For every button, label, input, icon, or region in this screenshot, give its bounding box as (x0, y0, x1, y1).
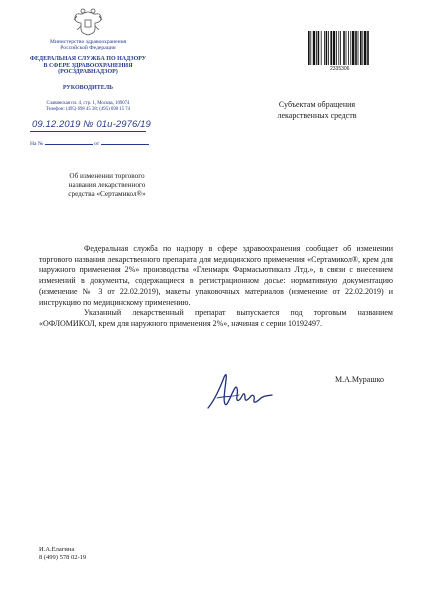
barcode-bar (364, 31, 366, 65)
barcode-bar (328, 31, 329, 65)
address-line: Славянская пл. 4, стр. 1, Москва, 109074 (46, 101, 130, 106)
letter-body (39, 244, 393, 330)
signature-image (205, 368, 275, 416)
letter-subject (62, 172, 152, 200)
barcode-bar (338, 31, 339, 65)
barcode-bar (348, 31, 349, 65)
barcode-bar (367, 31, 369, 65)
barcode-bar (360, 31, 362, 65)
executor-phone: 8 (499) 578 02-19 (39, 554, 87, 562)
barcode-bar (326, 31, 328, 65)
agency-line: ФЕДЕРАЛЬНАЯ СЛУЖБА ПО НАДЗОРУ (29, 56, 147, 62)
barcode-bar (362, 31, 363, 65)
phone-line: Телефон: (495) 698 45 38; (495) 698 15 74 (45, 107, 131, 112)
reference-date-label: от (94, 141, 100, 147)
recipient-line: лекарственных средств (277, 110, 357, 120)
barcode-bar (333, 31, 335, 65)
agency-name (26, 56, 150, 76)
recipient-line: Субъектам обращения (278, 100, 356, 109)
barcode-bar (318, 31, 320, 65)
body-paragraph: Указанный лекарственный препарат выпускается под торговым названием «ОФЛОМИКОЛ, крем для наружного применения 2%», начиная с серии 10192497. (39, 308, 393, 328)
agency-line: В СФЕРЕ ЗДРАВООХРАНЕНИЯ (43, 62, 133, 69)
barcode-bar (308, 31, 310, 65)
barcode-bar (316, 31, 317, 65)
barcode-bar (313, 31, 315, 65)
barcode-bar (336, 31, 337, 65)
reference-number-blank (45, 139, 93, 145)
head-label: РУКОВОДИТЕЛЬ (62, 85, 114, 91)
subject-line: Об изменении торгового (69, 172, 145, 180)
barcode-bar (355, 31, 357, 65)
ministry-line: Министерство здравоохранения (49, 39, 127, 45)
barcode-bar (346, 31, 347, 65)
subject-line: названия лекарственного (68, 181, 146, 190)
barcode-bar (350, 31, 351, 65)
barcode-bar (340, 31, 341, 65)
ministry-name (26, 39, 150, 52)
reference-date-blank (101, 139, 149, 145)
agency-address (26, 101, 150, 113)
reference-number-label: На № (30, 141, 44, 147)
barcode-bar (321, 31, 322, 65)
recipient-block (262, 100, 372, 121)
body-paragraph: Федеральная служба по надзору в сфере здравоохранения сообщает об изменении торгового названия лекарственного препарата для медицинского применения «Сертамикол®, крем для наружного применения 2%» производства «Гленмарк Фармасьютикалз Лтд.», в связи с внесением изменений в документы, содержащиеся в регистрационном досье: нормативную документацию (изменение № 3 от 22.02.2019), макеты упаковочных материалов (изменение от 22.02.2019) и инструкцию по медицинскому применению. (39, 244, 393, 307)
subject-line: средства «Сертамикол®» (68, 190, 146, 199)
barcode-bar (343, 31, 345, 65)
barcode-bar (330, 31, 332, 65)
barcode-icon (308, 31, 384, 65)
executor-name: И.А.Елагина (39, 546, 75, 553)
coat-of-arms-icon (72, 6, 104, 38)
ministry-line: Российской Федерации (60, 45, 116, 52)
barcode-bar (358, 31, 359, 65)
barcode-bar (310, 31, 311, 65)
barcode-number: 2335306 (330, 66, 350, 72)
barcode-bar (352, 31, 354, 65)
signer-name: М.А.Мурашко (335, 375, 384, 384)
reference-row (30, 139, 149, 147)
barcode-bar (324, 31, 325, 65)
registration-line (30, 131, 146, 132)
agency-line: (РОСЗДРАВНАДЗОР) (58, 69, 118, 76)
executor-block (39, 546, 86, 563)
registration-number-handwritten: 09.12.2019 № 01и-2976/19 (32, 119, 151, 130)
